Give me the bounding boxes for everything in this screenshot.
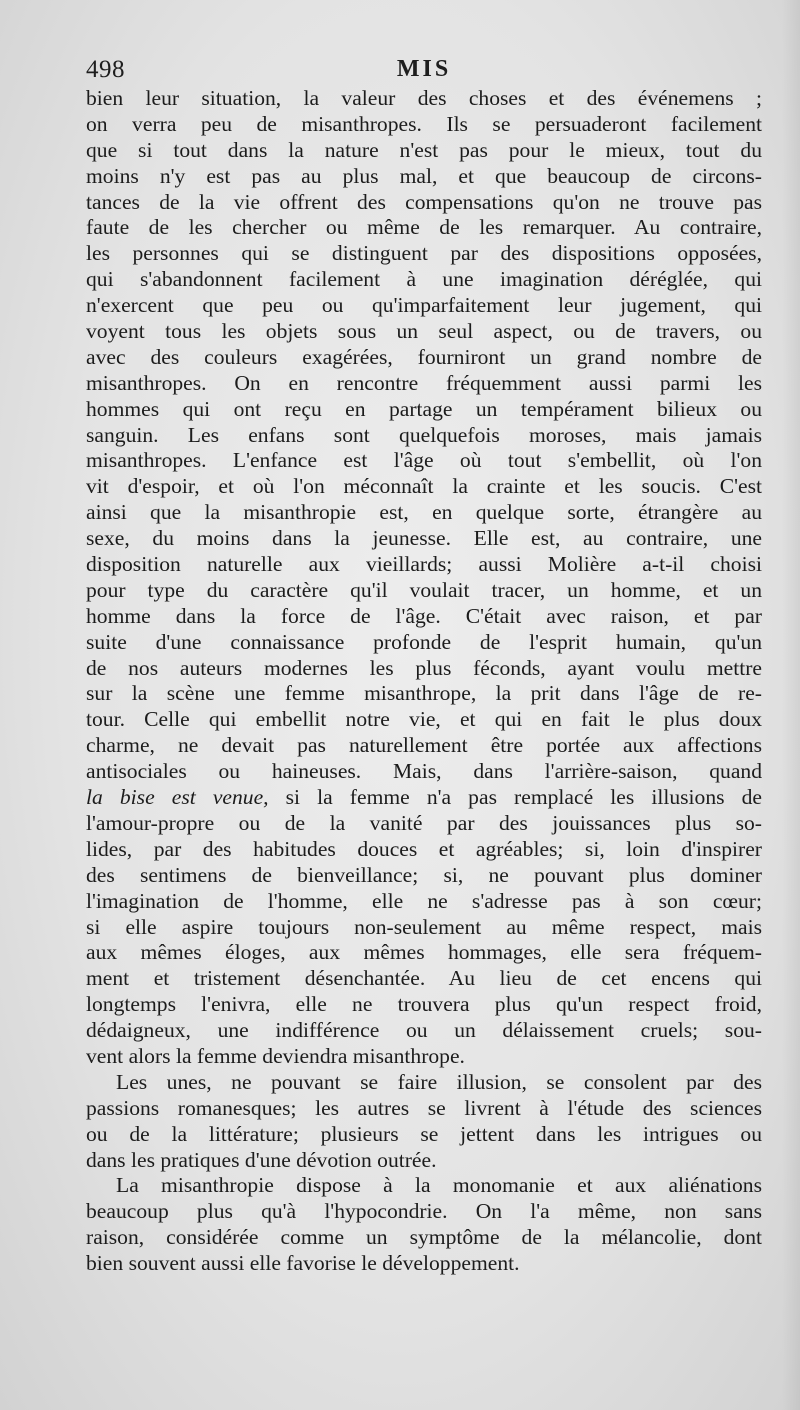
text-line: ment et tristement désenchantée. Au lieu de cet encens qui (86, 966, 762, 991)
text-line: sanguin. Les enfans sont quelquefois moroses, mais jamais (86, 422, 762, 447)
page-number: 498 (86, 56, 125, 83)
text-line: misanthropes. L'enfance est l'âge où tout s'embellit, où l'on (86, 448, 762, 473)
text-line: suite d'une connaissance profonde de l'esprit humain, qu'un (86, 629, 762, 654)
text-line: ainsi que la misanthropie est, en quelque sorte, étrangère au (86, 500, 762, 525)
text-line: des sentimens de bienveillance; si, ne pouvant plus dominer (86, 862, 762, 887)
text-line: tances de la vie offrent des compensations qu'on ne trouve pas (86, 189, 762, 214)
text-line: disposition naturelle aux vieillards; aussi Molière a-t-il choisi (86, 552, 762, 577)
text-line: que si tout dans la nature n'est pas pour le mieux, tout du (86, 137, 762, 162)
text-line: ou de la littérature; plusieurs se jettent dans les intrigues ou (86, 1121, 762, 1146)
paragraph (86, 86, 762, 1070)
text-line: charme, ne devait pas naturellement être portée aux affections (86, 733, 762, 758)
text-line: pour type du caractère qu'il voulait tracer, un homme, et un (86, 577, 762, 602)
text-line: n'exercent que peu ou qu'imparfaitement leur jugement, qui (86, 293, 762, 318)
text-line: lides, par des habitudes douces et agréables; si, loin d'inspirer (86, 836, 762, 861)
text-line: les personnes qui se distinguent par des dispositions opposées, (86, 241, 762, 266)
text-line: sur la scène une femme misanthrope, la prit dans l'âge de re- (86, 681, 762, 706)
text-line: homme dans la force de l'âge. C'était avec raison, et par (86, 603, 762, 628)
text-line: longtemps l'enivra, elle ne trouvera plus qu'un respect froid, (86, 992, 762, 1017)
text-line: dédaigneux, une indifférence ou un délaissement cruels; sou- (86, 1018, 762, 1043)
text-line: on verra peu de misanthropes. Ils se persuaderont facilement (86, 111, 762, 136)
text-line: vit d'espoir, et où l'on méconnaît la crainte et les soucis. C'est (86, 474, 762, 499)
text-line: l'imagination de l'homme, elle ne s'adresse pas à son cœur; (86, 888, 762, 913)
text-line: faute de les chercher ou même de les remarquer. Au contraire, (86, 215, 762, 240)
italic-phrase: la bise est venue, (86, 785, 269, 810)
text-line: aux mêmes éloges, aux mêmes hommages, elle sera fréquem- (86, 940, 762, 965)
text-line: La misanthropie dispose à la monomanie et aux aliénations (116, 1173, 762, 1198)
paragraph (86, 1070, 762, 1174)
page-edge-shadow (782, 0, 800, 1410)
text-line: beaucoup plus qu'à l'hypocondrie. On l'a même, non sans (86, 1199, 762, 1224)
text-line: si elle aspire toujours non-seulement au même respect, mais (86, 914, 762, 939)
text-line: l'amour-propre ou de la vanité par des jouissances plus so- (86, 810, 762, 835)
text-line: dans les pratiques d'une dévotion outrée. (86, 1147, 437, 1172)
text-line: bien souvent aussi elle favorise le développement. (86, 1251, 520, 1276)
page-header (86, 56, 762, 90)
running-head: MIS (396, 56, 452, 82)
text-line: passions romanesques; les autres se livrent à l'étude des sciences (86, 1095, 762, 1120)
text-line: vent alors la femme deviendra misanthrope. (86, 1043, 465, 1068)
text-line: hommes qui ont reçu en partage un tempérament bilieux ou (86, 396, 762, 421)
text-line: misanthropes. On en rencontre fréquemment aussi parmi les (86, 370, 762, 395)
text-line: qui s'abandonnent facilement à une imagination déréglée, qui (86, 267, 762, 292)
text-line: voyent tous les objets sous un seul aspect, ou de travers, ou (86, 319, 762, 344)
paragraph (86, 1173, 762, 1277)
text-line: tour. Celle qui embellit notre vie, et qui en fait le plus doux (86, 707, 762, 732)
text-line: antisociales ou haineuses. Mais, dans l'arrière-saison, quand (86, 759, 762, 784)
text-line: sexe, du moins dans la jeunesse. Elle est, au contraire, une (86, 526, 762, 551)
body-text (86, 86, 762, 1277)
text-line: raison, considérée comme un symptôme de la mélancolie, dont (86, 1225, 762, 1250)
text-line: Les unes, ne pouvant se faire illusion, se consolent par des (116, 1069, 762, 1094)
text-line: moins n'y est pas au plus mal, et que beaucoup de circons- (86, 163, 762, 188)
text-line: bien leur situation, la valeur des choses et des événemens ; (86, 86, 762, 110)
text-line: la bise est venue, si la femme n'a pas remplacé les illusions de (86, 785, 762, 810)
text-line: de nos auteurs modernes les plus féconds, ayant voulu mettre (86, 655, 762, 680)
text-line: avec des couleurs exagérées, fourniront un grand nombre de (86, 344, 762, 369)
